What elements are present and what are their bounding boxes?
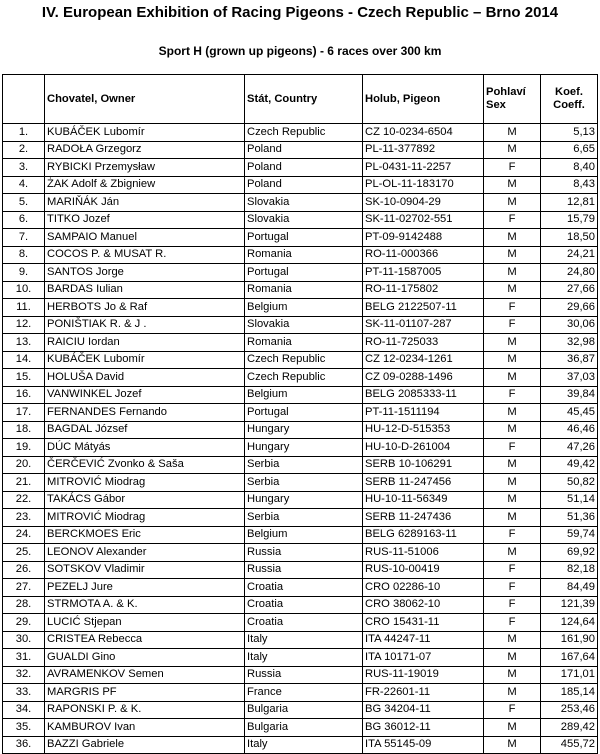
cell-sex: M [484, 509, 541, 527]
cell-sex: M [484, 474, 541, 492]
cell-country: Slovakia [245, 211, 363, 229]
cell-rank: 30. [3, 631, 45, 649]
cell-pigeon: RO-11-000366 [363, 246, 484, 264]
page-subtitle: Sport H (grown up pigeons) - 6 races over 300 km [158, 44, 442, 58]
cell-owner: LUCIĆ Stjepan [45, 614, 245, 632]
cell-owner: PEZELJ Jure [45, 579, 245, 597]
cell-country: Portugal [245, 264, 363, 282]
cell-rank: 1. [3, 124, 45, 142]
cell-rank: 6. [3, 211, 45, 229]
cell-owner: PONIŠTIAK R. & J . [45, 316, 245, 334]
cell-coefficient: 46,46 [541, 421, 598, 439]
table-row [3, 421, 598, 439]
cell-country: Poland [245, 176, 363, 194]
cell-owner: LEONOV Alexander [45, 544, 245, 562]
table-row [3, 229, 598, 247]
table-row [3, 159, 598, 177]
table-row [3, 194, 598, 212]
cell-owner: ČERČEVIĆ Zvonko & Saša [45, 456, 245, 474]
cell-coefficient: 50,82 [541, 474, 598, 492]
cell-sex: M [484, 649, 541, 667]
cell-country: Poland [245, 159, 363, 177]
cell-coefficient: 36,87 [541, 351, 598, 369]
cell-pigeon: HU-10-D-261004 [363, 439, 484, 457]
cell-sex: F [484, 439, 541, 457]
cell-rank: 26. [3, 561, 45, 579]
cell-coefficient: 289,42 [541, 719, 598, 737]
cell-sex: M [484, 176, 541, 194]
table-row [3, 526, 598, 544]
cell-coefficient: 27,66 [541, 281, 598, 299]
cell-sex: M [484, 194, 541, 212]
cell-owner: BARDAS Iulian [45, 281, 245, 299]
cell-country: Slovakia [245, 316, 363, 334]
cell-pigeon: BG 36012-11 [363, 719, 484, 737]
cell-country: Bulgaria [245, 701, 363, 719]
cell-sex: F [484, 614, 541, 632]
cell-coefficient: 8,40 [541, 159, 598, 177]
cell-rank: 17. [3, 404, 45, 422]
cell-rank: 35. [3, 719, 45, 737]
cell-coefficient: 30,06 [541, 316, 598, 334]
cell-sex: M [484, 491, 541, 509]
cell-pigeon: PT-09-9142488 [363, 229, 484, 247]
cell-owner: SOTSKOV Vladimir [45, 561, 245, 579]
header-rank [3, 75, 45, 124]
cell-sex: F [484, 299, 541, 317]
table-row [3, 386, 598, 404]
cell-owner: RAICIU Iordan [45, 334, 245, 352]
cell-pigeon: HU-12-D-515353 [363, 421, 484, 439]
cell-coefficient: 69,92 [541, 544, 598, 562]
cell-owner: KUBÁČEK Lubomír [45, 351, 245, 369]
cell-pigeon: PL-OL-11-183170 [363, 176, 484, 194]
cell-sex: M [484, 124, 541, 142]
table-row [3, 176, 598, 194]
table-row [3, 684, 598, 702]
table-row [3, 404, 598, 422]
header-pigeon: Holub, Pigeon [363, 75, 484, 124]
cell-country: Poland [245, 141, 363, 159]
cell-rank: 25. [3, 544, 45, 562]
cell-pigeon: HU-10-11-56349 [363, 491, 484, 509]
cell-pigeon: CRO 15431-11 [363, 614, 484, 632]
cell-pigeon: BELG 2122507-11 [363, 299, 484, 317]
cell-pigeon: SK-11-01107-287 [363, 316, 484, 334]
header-koef-line1: Koef. [555, 86, 583, 98]
cell-rank: 16. [3, 386, 45, 404]
cell-country: Italy [245, 649, 363, 667]
cell-owner: COCOS P. & MUSAT R. [45, 246, 245, 264]
cell-pigeon: ITA 10171-07 [363, 649, 484, 667]
cell-coefficient: 82,18 [541, 561, 598, 579]
cell-owner: MITROVIĆ Miodrag [45, 509, 245, 527]
cell-coefficient: 161,90 [541, 631, 598, 649]
cell-sex: M [484, 281, 541, 299]
cell-country: Hungary [245, 491, 363, 509]
table-row [3, 561, 598, 579]
table-row [3, 666, 598, 684]
cell-sex: F [484, 526, 541, 544]
cell-rank: 32. [3, 666, 45, 684]
cell-country: Hungary [245, 439, 363, 457]
cell-owner: TITKO Jozef [45, 211, 245, 229]
cell-pigeon: CZ 12-0234-1261 [363, 351, 484, 369]
cell-pigeon: SERB 11-247456 [363, 474, 484, 492]
table-row [3, 614, 598, 632]
cell-country: Belgium [245, 386, 363, 404]
cell-pigeon: BELG 6289163-11 [363, 526, 484, 544]
cell-owner: DÚC Mátyás [45, 439, 245, 457]
cell-owner: BAGDAL József [45, 421, 245, 439]
table-row [3, 474, 598, 492]
cell-owner: KUBÁČEK Lubomír [45, 124, 245, 142]
cell-coefficient: 29,66 [541, 299, 598, 317]
header-sex [484, 75, 541, 124]
cell-owner: RYBICKI Przemysław [45, 159, 245, 177]
cell-pigeon: RUS-10-00419 [363, 561, 484, 579]
cell-sex: M [484, 666, 541, 684]
cell-owner: KAMBUROV Ivan [45, 719, 245, 737]
table-row [3, 316, 598, 334]
cell-rank: 2. [3, 141, 45, 159]
cell-sex: M [484, 544, 541, 562]
table-row [3, 439, 598, 457]
cell-country: Hungary [245, 421, 363, 439]
cell-rank: 5. [3, 194, 45, 212]
table-row [3, 719, 598, 737]
cell-rank: 8. [3, 246, 45, 264]
cell-rank: 21. [3, 474, 45, 492]
cell-owner: HOLUŠA David [45, 369, 245, 387]
table-row [3, 701, 598, 719]
cell-country: Croatia [245, 579, 363, 597]
cell-rank: 29. [3, 614, 45, 632]
cell-coefficient: 51,14 [541, 491, 598, 509]
cell-owner: AVRAMENKOV Semen [45, 666, 245, 684]
cell-rank: 22. [3, 491, 45, 509]
table-row [3, 334, 598, 352]
cell-coefficient: 185,14 [541, 684, 598, 702]
table-row [3, 281, 598, 299]
cell-coefficient: 45,45 [541, 404, 598, 422]
table-row [3, 579, 598, 597]
cell-country: Belgium [245, 526, 363, 544]
table-row [3, 544, 598, 562]
cell-country: Serbia [245, 474, 363, 492]
cell-owner: SAMPAIO Manuel [45, 229, 245, 247]
cell-coefficient: 24,80 [541, 264, 598, 282]
cell-country: Czech Republic [245, 124, 363, 142]
cell-pigeon: RUS-11-19019 [363, 666, 484, 684]
cell-sex: F [484, 386, 541, 404]
cell-owner: VANWINKEL Jozef [45, 386, 245, 404]
cell-rank: 12. [3, 316, 45, 334]
page-title: IV. European Exhibition of Racing Pigeons - Czech Republic – Brno 2014 [41, 4, 559, 21]
cell-sex: F [484, 561, 541, 579]
cell-coefficient: 37,03 [541, 369, 598, 387]
cell-owner: RAPONSKI P. & K. [45, 701, 245, 719]
table-row [3, 456, 598, 474]
cell-sex: M [484, 229, 541, 247]
cell-pigeon: CZ 10-0234-6504 [363, 124, 484, 142]
table-row [3, 649, 598, 667]
cell-rank: 19. [3, 439, 45, 457]
table-row [3, 509, 598, 527]
cell-country: Romania [245, 281, 363, 299]
cell-owner: TAKÁCS Gábor [45, 491, 245, 509]
results-table [2, 74, 598, 754]
cell-coefficient: 39,84 [541, 386, 598, 404]
header-country: Stát, Country [245, 75, 363, 124]
cell-pigeon: CRO 02286-10 [363, 579, 484, 597]
cell-coefficient: 121,39 [541, 596, 598, 614]
cell-sex: M [484, 404, 541, 422]
cell-sex: F [484, 211, 541, 229]
cell-country: Serbia [245, 456, 363, 474]
cell-coefficient: 15,79 [541, 211, 598, 229]
cell-pigeon: PL-0431-11-2257 [363, 159, 484, 177]
cell-coefficient: 253,46 [541, 701, 598, 719]
cell-country: Italy [245, 736, 363, 754]
cell-pigeon: SK-10-0904-29 [363, 194, 484, 212]
cell-owner: BAZZI Gabriele [45, 736, 245, 754]
cell-sex: F [484, 159, 541, 177]
cell-rank: 31. [3, 649, 45, 667]
cell-pigeon: RO-11-175802 [363, 281, 484, 299]
cell-pigeon: FR-22601-11 [363, 684, 484, 702]
cell-rank: 18. [3, 421, 45, 439]
cell-sex: M [484, 736, 541, 754]
cell-coefficient: 167,64 [541, 649, 598, 667]
cell-country: Romania [245, 334, 363, 352]
cell-rank: 14. [3, 351, 45, 369]
cell-country: Portugal [245, 229, 363, 247]
cell-owner: FERNANDES Fernando [45, 404, 245, 422]
cell-rank: 24. [3, 526, 45, 544]
cell-rank: 27. [3, 579, 45, 597]
header-koef [541, 75, 598, 124]
cell-rank: 11. [3, 299, 45, 317]
cell-owner: STRMOTA A. & K. [45, 596, 245, 614]
table-row [3, 299, 598, 317]
cell-coefficient: 455,72 [541, 736, 598, 754]
cell-country: Italy [245, 631, 363, 649]
cell-sex: M [484, 141, 541, 159]
cell-sex: M [484, 421, 541, 439]
cell-coefficient: 5,13 [541, 124, 598, 142]
cell-country: Russia [245, 544, 363, 562]
cell-country: Croatia [245, 614, 363, 632]
cell-pigeon: PT-11-1587005 [363, 264, 484, 282]
cell-sex: M [484, 264, 541, 282]
cell-pigeon: ITA 55145-09 [363, 736, 484, 754]
cell-pigeon: BELG 2085333-11 [363, 386, 484, 404]
cell-coefficient: 47,26 [541, 439, 598, 457]
cell-owner: HERBOTS Jo & Raf [45, 299, 245, 317]
cell-owner: MARGRIS PF [45, 684, 245, 702]
cell-owner: SANTOS Jorge [45, 264, 245, 282]
cell-sex: F [484, 701, 541, 719]
cell-pigeon: BG 34204-11 [363, 701, 484, 719]
cell-sex: F [484, 316, 541, 334]
cell-rank: 7. [3, 229, 45, 247]
cell-rank: 28. [3, 596, 45, 614]
cell-owner: ŻAK Adolf & Zbigniew [45, 176, 245, 194]
cell-country: Belgium [245, 299, 363, 317]
cell-sex: F [484, 596, 541, 614]
cell-pigeon: CRO 38062-10 [363, 596, 484, 614]
table-row [3, 141, 598, 159]
cell-sex: M [484, 719, 541, 737]
cell-pigeon: RUS-11-51006 [363, 544, 484, 562]
cell-pigeon: PT-11-1511194 [363, 404, 484, 422]
table-row [3, 211, 598, 229]
cell-coefficient: 49,42 [541, 456, 598, 474]
cell-owner: MITROVIĆ Miodrag [45, 474, 245, 492]
cell-pigeon: RO-11-725033 [363, 334, 484, 352]
cell-rank: 33. [3, 684, 45, 702]
cell-country: Serbia [245, 509, 363, 527]
cell-coefficient: 171,01 [541, 666, 598, 684]
cell-country: Czech Republic [245, 369, 363, 387]
cell-coefficient: 51,36 [541, 509, 598, 527]
cell-sex: M [484, 334, 541, 352]
table-row [3, 264, 598, 282]
cell-country: Bulgaria [245, 719, 363, 737]
table-header-row [3, 75, 598, 124]
cell-pigeon: SERB 10-106291 [363, 456, 484, 474]
cell-sex: M [484, 369, 541, 387]
cell-coefficient: 24,21 [541, 246, 598, 264]
cell-rank: 36. [3, 736, 45, 754]
cell-coefficient: 8,43 [541, 176, 598, 194]
cell-country: Czech Republic [245, 351, 363, 369]
cell-coefficient: 59,74 [541, 526, 598, 544]
cell-rank: 9. [3, 264, 45, 282]
cell-coefficient: 12,81 [541, 194, 598, 212]
header-sex-line2: Sex [486, 99, 506, 111]
cell-sex: M [484, 684, 541, 702]
cell-rank: 34. [3, 701, 45, 719]
table-row [3, 736, 598, 754]
cell-owner: CRISTEA Rebecca [45, 631, 245, 649]
cell-country: Russia [245, 666, 363, 684]
cell-pigeon: PL-11-377892 [363, 141, 484, 159]
cell-sex: M [484, 456, 541, 474]
cell-sex: M [484, 351, 541, 369]
cell-coefficient: 18,50 [541, 229, 598, 247]
cell-rank: 20. [3, 456, 45, 474]
cell-pigeon: ITA 44247-11 [363, 631, 484, 649]
table-row [3, 351, 598, 369]
cell-country: France [245, 684, 363, 702]
cell-country: Portugal [245, 404, 363, 422]
cell-sex: M [484, 631, 541, 649]
table-row [3, 124, 598, 142]
cell-rank: 10. [3, 281, 45, 299]
cell-coefficient: 84,49 [541, 579, 598, 597]
cell-owner: BERCKMOES Eric [45, 526, 245, 544]
cell-owner: MARIŇÁK Ján [45, 194, 245, 212]
table-row [3, 631, 598, 649]
table-row [3, 246, 598, 264]
cell-country: Croatia [245, 596, 363, 614]
cell-country: Russia [245, 561, 363, 579]
cell-coefficient: 6,65 [541, 141, 598, 159]
cell-coefficient: 124,64 [541, 614, 598, 632]
cell-sex: M [484, 246, 541, 264]
cell-pigeon: CZ 09-0288-1496 [363, 369, 484, 387]
table-row [3, 596, 598, 614]
cell-owner: RADOŁA Grzegorz [45, 141, 245, 159]
cell-pigeon: SK-11-02702-551 [363, 211, 484, 229]
cell-pigeon: SERB 11-247436 [363, 509, 484, 527]
table-row [3, 369, 598, 387]
cell-coefficient: 32,98 [541, 334, 598, 352]
header-koef-line2: Coeff. [553, 99, 585, 111]
cell-rank: 15. [3, 369, 45, 387]
cell-rank: 4. [3, 176, 45, 194]
cell-rank: 13. [3, 334, 45, 352]
header-owner: Chovatel, Owner [45, 75, 245, 124]
cell-rank: 3. [3, 159, 45, 177]
table-row [3, 491, 598, 509]
cell-rank: 23. [3, 509, 45, 527]
cell-country: Slovakia [245, 194, 363, 212]
table-body [3, 124, 598, 754]
cell-owner: GUALDI Gino [45, 649, 245, 667]
cell-country: Romania [245, 246, 363, 264]
cell-sex: F [484, 579, 541, 597]
header-sex-line1: Pohlaví [486, 86, 526, 98]
